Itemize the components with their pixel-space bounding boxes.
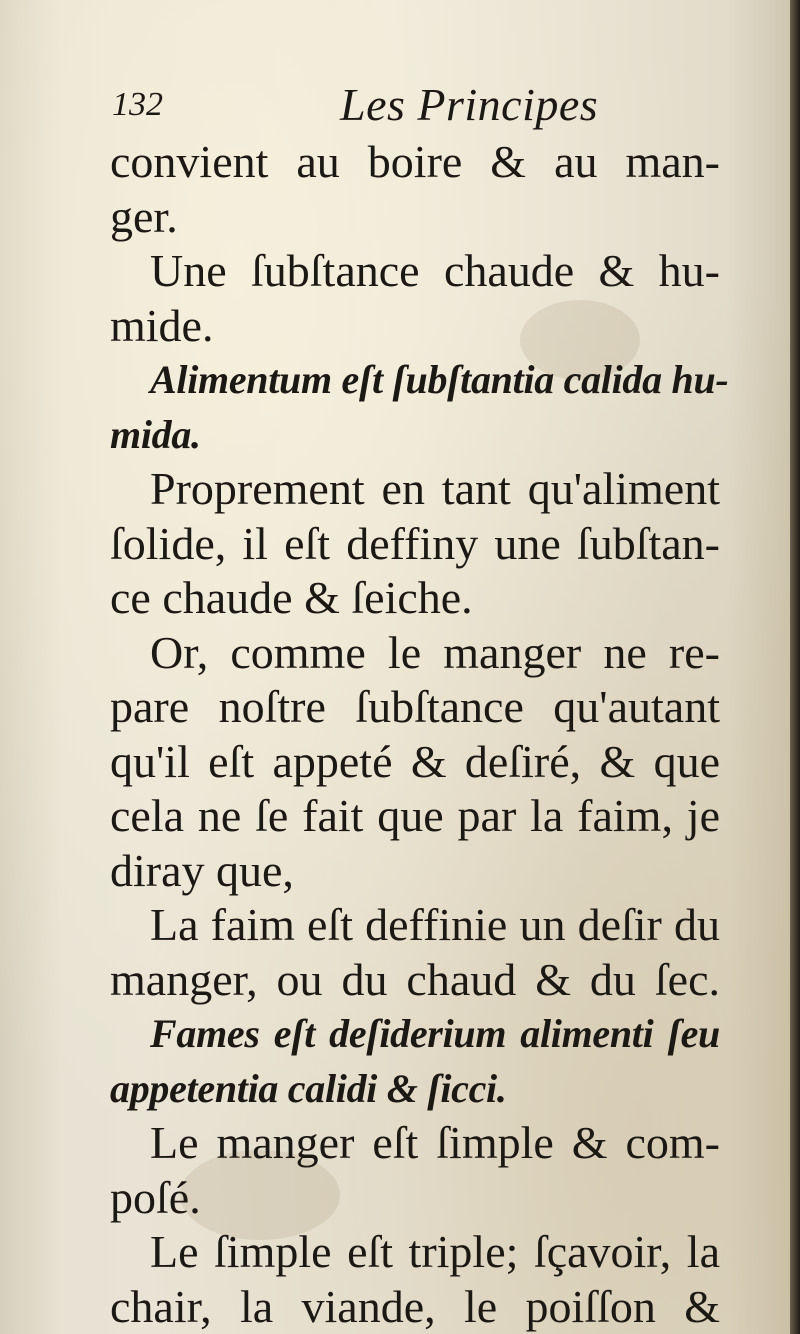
text-line: Le ſimple eſt triple; ſçavoir, la	[150, 1226, 720, 1277]
text-line: La faim eſt deffinie un deſir du	[150, 899, 720, 950]
text-line: pare noſtre ſubſtance qu'autant	[110, 681, 720, 732]
page-header	[112, 78, 692, 138]
text-line: cela ne ſe fait que par la faim, je	[110, 790, 720, 841]
latin-line: Alimentum eſt ſubſtantia calida hu-	[150, 357, 729, 402]
text-line: qu'il eſt appeté & deſiré, & que	[110, 735, 720, 787]
text-line: manger, ou du chaud & du ſec.	[110, 953, 720, 1005]
latin-line: mida.	[110, 411, 201, 457]
page-number: 132	[112, 86, 163, 123]
body-text	[110, 135, 729, 1334]
text-line: poſé.	[110, 1171, 201, 1223]
text-line: Le manger eſt ſimple & com-	[150, 1117, 720, 1168]
text-line: diray que,	[110, 844, 294, 896]
text-line: ger.	[110, 190, 178, 242]
text-line: convient au boire & au man-	[110, 136, 720, 187]
text-line: mide.	[110, 299, 214, 351]
running-title: Les Principes	[340, 79, 599, 130]
text-line: Or, comme le manger ne re-	[150, 626, 720, 678]
text-line: ſolide, il eſt deffiny une ſubſtan-	[110, 517, 720, 569]
latin-line: Fames eſt deſiderium alimenti ſeu	[150, 1011, 720, 1056]
text-line: Une ſubſtance chaude & hu-	[150, 245, 720, 296]
text-line: chair, la viande, le poiſſon &	[110, 1280, 720, 1332]
text-line: Proprement en tant qu'aliment	[150, 463, 720, 514]
latin-line: appetentia calidi & ſicci.	[110, 1065, 507, 1111]
page-edge-shadow	[790, 0, 800, 1334]
text-line: ce chaude & ſeiche.	[110, 572, 473, 623]
